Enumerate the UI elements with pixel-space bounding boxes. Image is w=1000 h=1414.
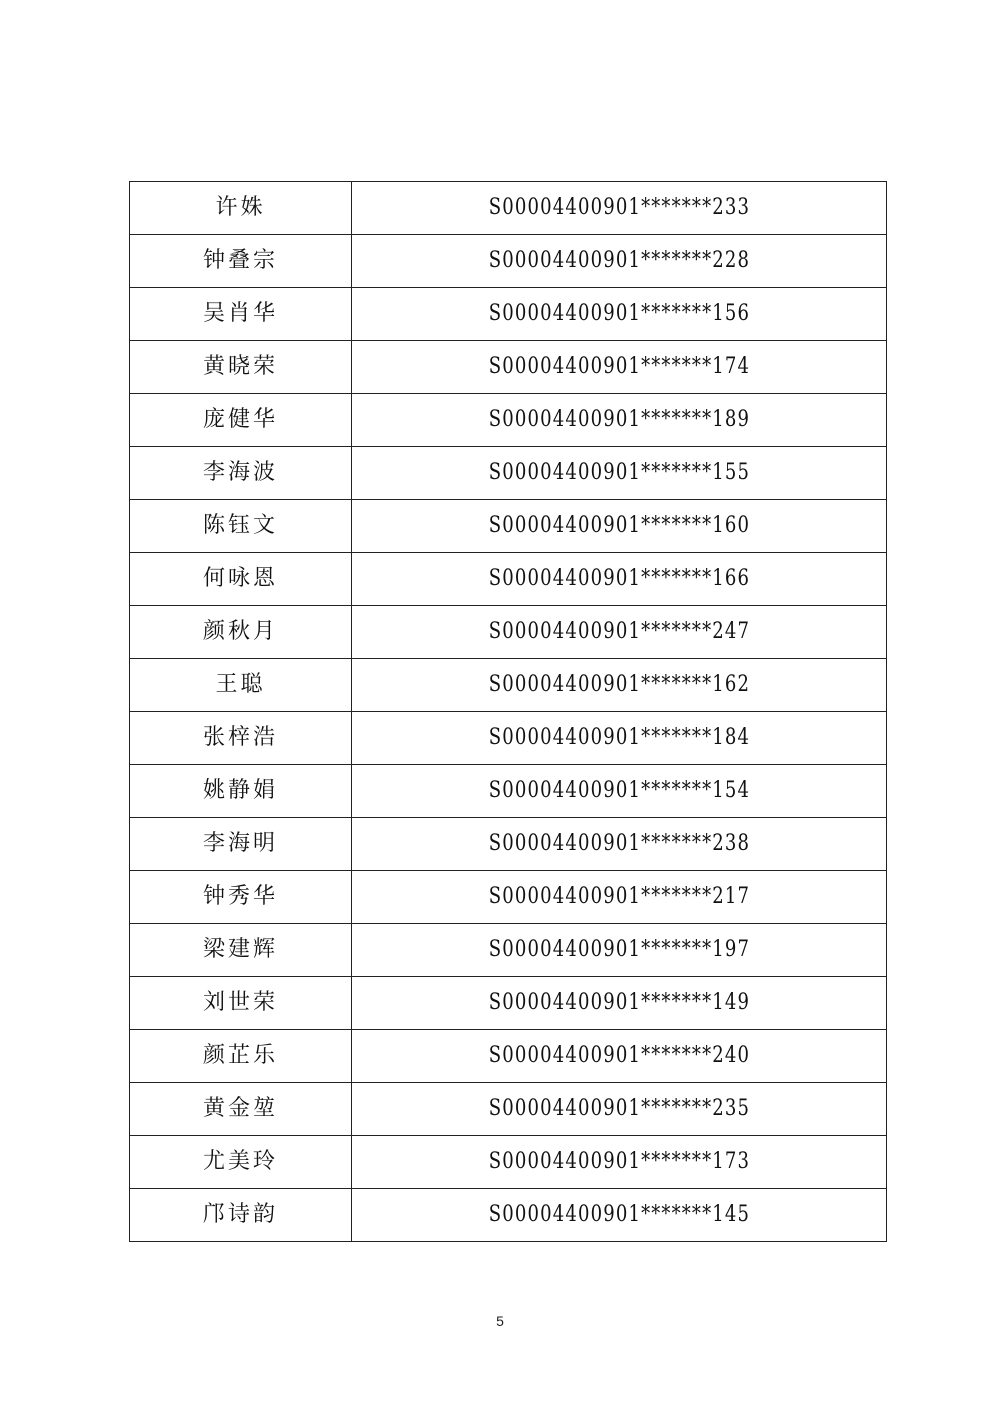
id-text: S00004400901*******145	[488, 1202, 750, 1227]
id-text: S00004400901*******235	[488, 1096, 750, 1121]
table-row	[130, 659, 887, 712]
id-cell	[352, 712, 887, 765]
id-text: S00004400901*******233	[488, 195, 750, 220]
table-row	[130, 818, 887, 871]
table-row	[130, 182, 887, 235]
table-row	[130, 447, 887, 500]
id-text: S00004400901*******240	[488, 1043, 750, 1068]
id-text: S00004400901*******238	[488, 831, 750, 856]
id-text: S00004400901*******155	[488, 460, 750, 485]
table-row	[130, 500, 887, 553]
name-cell: 李海明	[130, 818, 352, 871]
id-cell	[352, 1030, 887, 1083]
id-text: S00004400901*******173	[488, 1149, 750, 1174]
name-cell: 王聪	[130, 659, 352, 712]
table-row	[130, 1136, 887, 1189]
table-row	[130, 712, 887, 765]
id-text: S00004400901*******184	[488, 725, 750, 750]
id-text: S00004400901*******189	[488, 407, 750, 432]
id-cell	[352, 553, 887, 606]
table-row	[130, 394, 887, 447]
roster-table-body	[130, 182, 887, 1242]
id-text: S00004400901*******160	[488, 513, 750, 538]
table-row	[130, 765, 887, 818]
name-cell: 颜芷乐	[130, 1030, 352, 1083]
name-cell: 黄金堃	[130, 1083, 352, 1136]
id-text: S00004400901*******154	[488, 778, 750, 803]
name-cell: 邝诗韵	[130, 1189, 352, 1242]
id-cell	[352, 235, 887, 288]
id-cell	[352, 1136, 887, 1189]
table-row	[130, 1189, 887, 1242]
id-cell	[352, 500, 887, 553]
name-cell: 刘世荣	[130, 977, 352, 1030]
id-text: S00004400901*******247	[488, 619, 750, 644]
id-cell	[352, 659, 887, 712]
id-text: S00004400901*******228	[488, 248, 750, 273]
table-row	[130, 553, 887, 606]
name-cell: 钟叠宗	[130, 235, 352, 288]
id-text: S00004400901*******156	[488, 301, 750, 326]
id-text: S00004400901*******149	[488, 990, 750, 1015]
table-row	[130, 871, 887, 924]
table-row	[130, 235, 887, 288]
table-row	[130, 977, 887, 1030]
roster-table	[129, 181, 887, 1242]
id-cell	[352, 394, 887, 447]
name-cell: 陈钰文	[130, 500, 352, 553]
id-cell	[352, 1189, 887, 1242]
page-number: 5	[496, 1313, 504, 1329]
id-text: S00004400901*******162	[488, 672, 750, 697]
name-cell: 许姝	[130, 182, 352, 235]
name-cell: 姚静娟	[130, 765, 352, 818]
id-text: S00004400901*******197	[488, 937, 750, 962]
id-cell	[352, 1083, 887, 1136]
name-cell: 李海波	[130, 447, 352, 500]
id-text: S00004400901*******174	[488, 354, 750, 379]
id-text: S00004400901*******166	[488, 566, 750, 591]
table-row	[130, 288, 887, 341]
id-cell	[352, 447, 887, 500]
id-cell	[352, 818, 887, 871]
id-cell	[352, 765, 887, 818]
name-cell: 尤美玲	[130, 1136, 352, 1189]
table-row	[130, 1030, 887, 1083]
id-cell	[352, 341, 887, 394]
name-cell: 张梓浩	[130, 712, 352, 765]
table-row	[130, 924, 887, 977]
id-cell	[352, 606, 887, 659]
name-cell: 钟秀华	[130, 871, 352, 924]
name-cell: 黄晓荣	[130, 341, 352, 394]
name-cell: 颜秋月	[130, 606, 352, 659]
id-cell	[352, 924, 887, 977]
id-cell	[352, 871, 887, 924]
table-row	[130, 1083, 887, 1136]
id-cell	[352, 977, 887, 1030]
id-text: S00004400901*******217	[488, 884, 750, 909]
table-row	[130, 606, 887, 659]
name-cell: 梁建辉	[130, 924, 352, 977]
id-cell	[352, 288, 887, 341]
name-cell: 吴肖华	[130, 288, 352, 341]
id-cell	[352, 182, 887, 235]
name-cell: 何咏恩	[130, 553, 352, 606]
table-row	[130, 341, 887, 394]
name-cell: 庞健华	[130, 394, 352, 447]
